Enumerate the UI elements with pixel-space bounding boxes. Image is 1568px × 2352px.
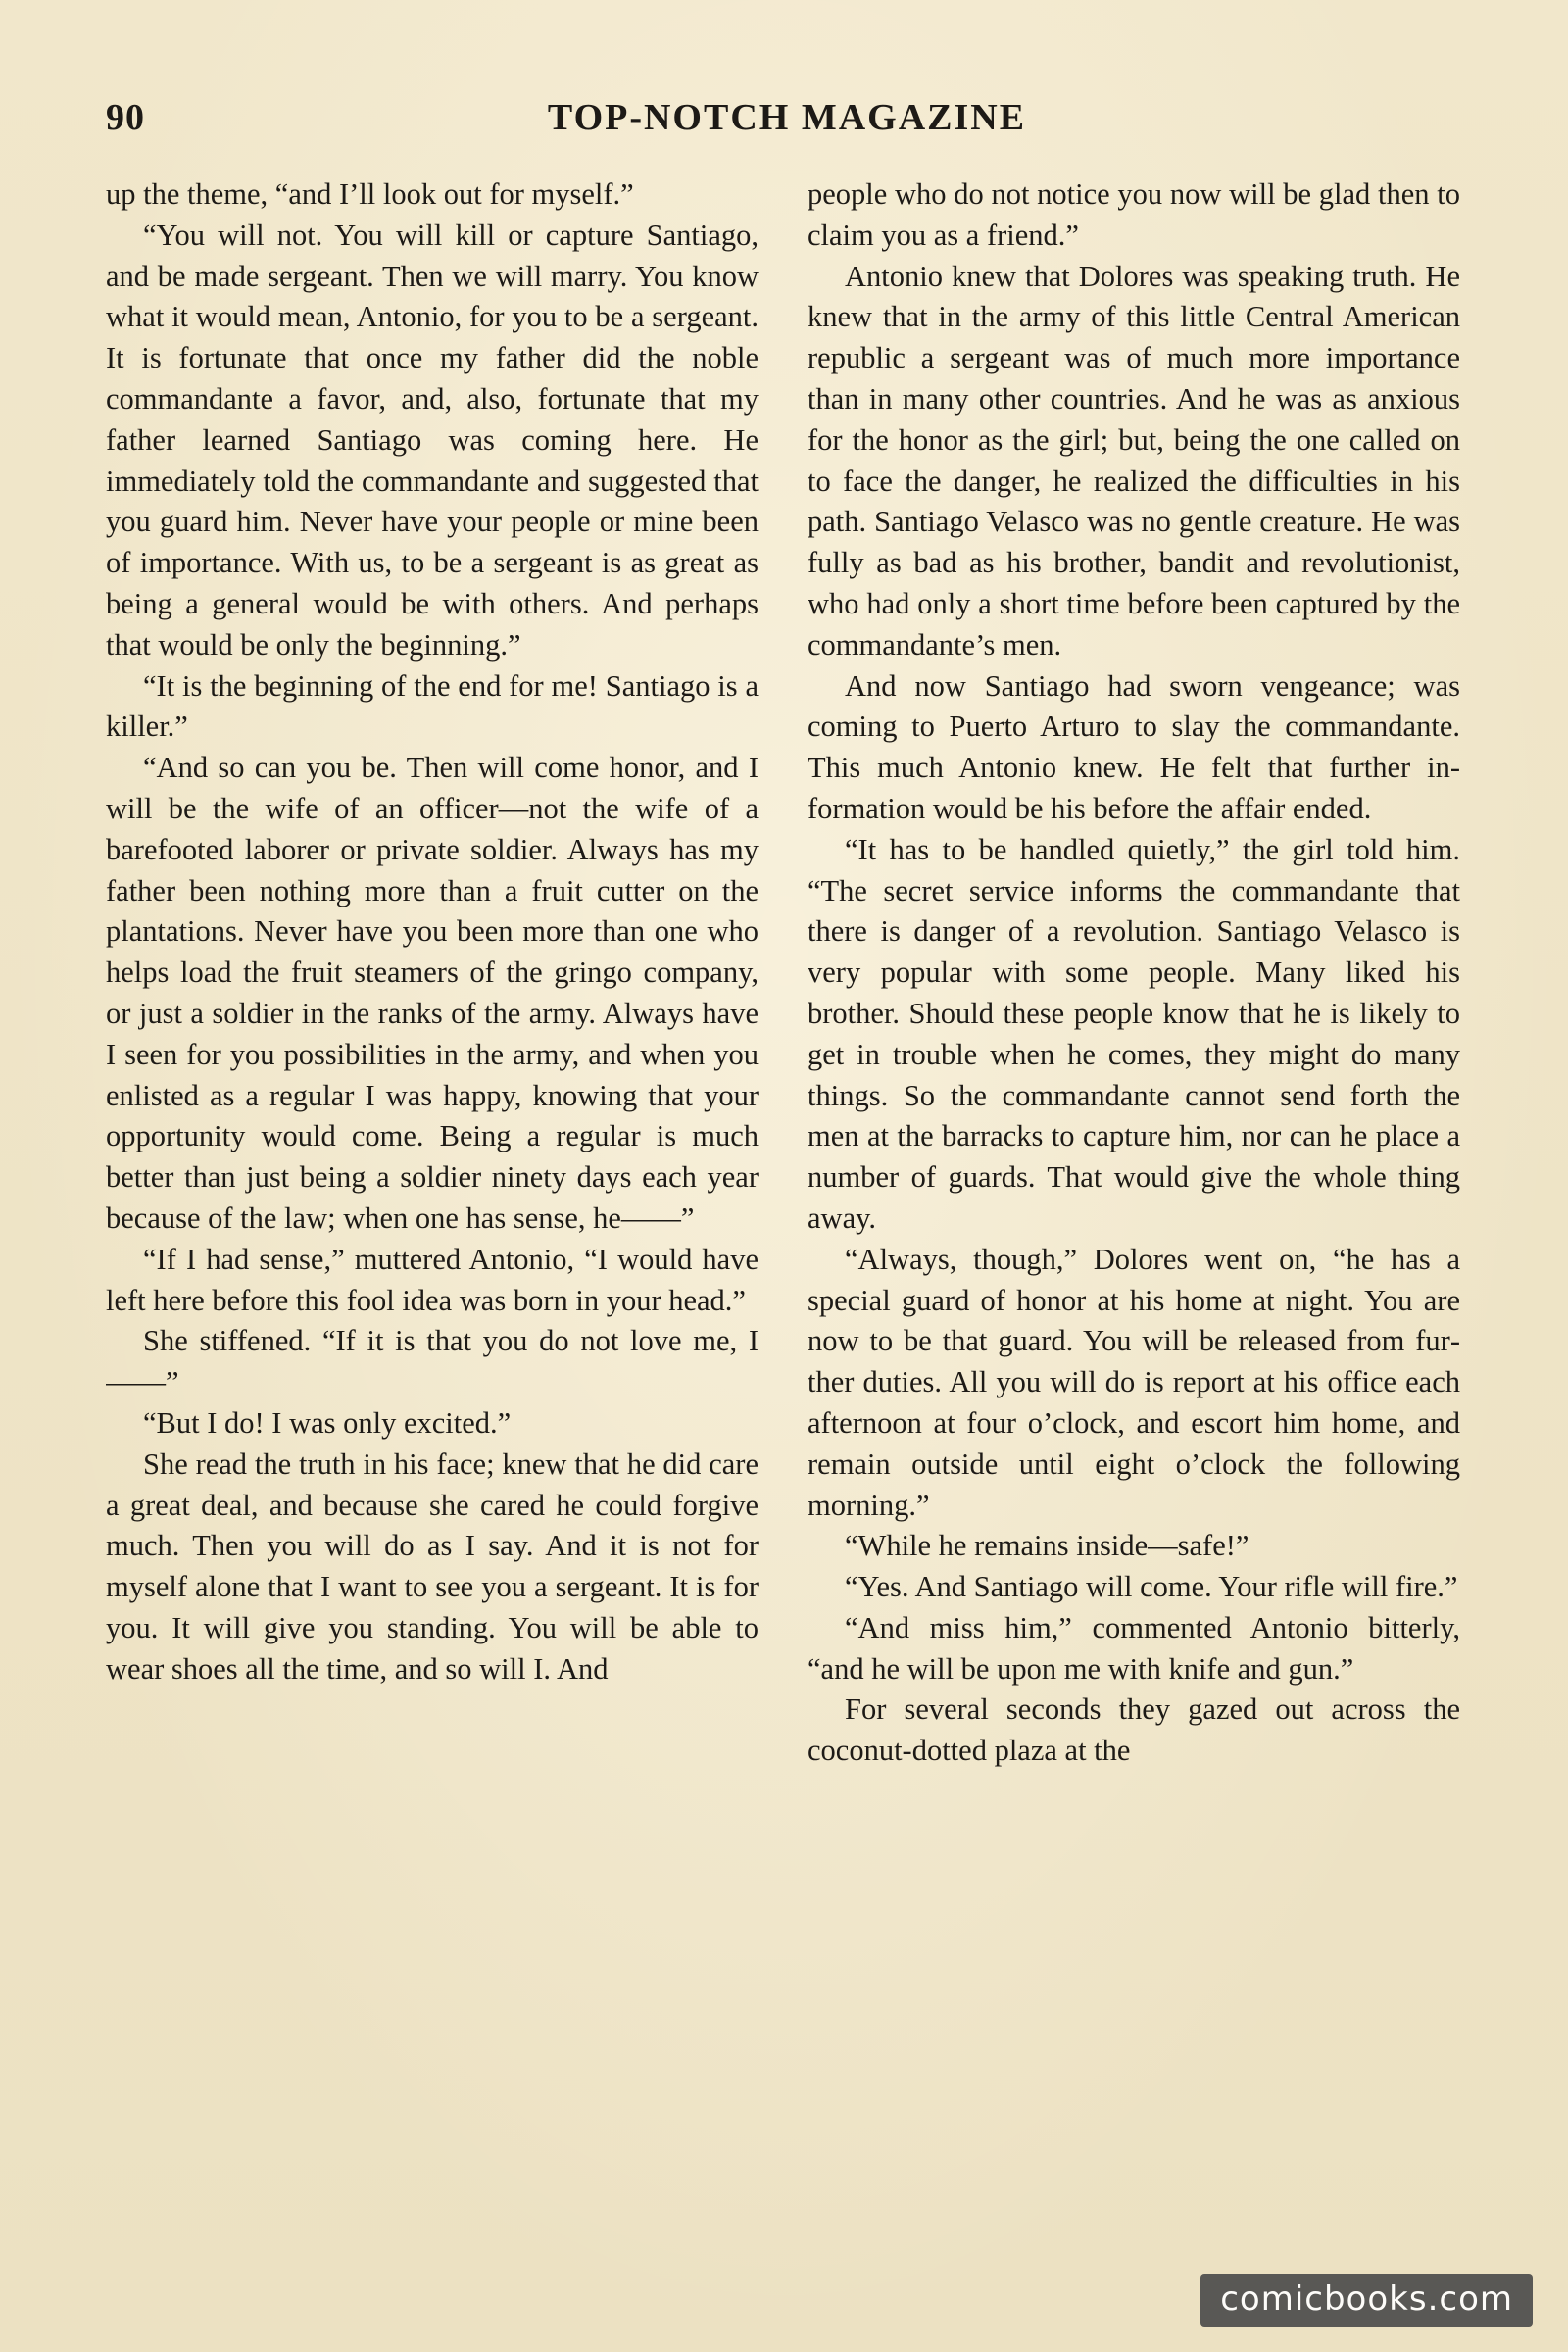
running-title: TOP-NOTCH MAGAZINE (547, 97, 1027, 138)
right-column (808, 174, 1460, 2242)
text-columns (106, 174, 1468, 2242)
paragraph: “And miss him,” commented Antonio bitterly, “and he will be upon me with knife and gun.” (808, 1610, 1460, 1686)
paragraph: “If I had sense,” muttered Antonio, “I would have left here before this fool idea was born in your head.” (106, 1242, 759, 1317)
page-number: 90 (106, 97, 145, 138)
paragraph: “But I do! I was only excited.” (143, 1405, 512, 1440)
paragraph: up the theme, “and I’ll look out for myself.” (106, 177, 634, 211)
paragraph: “While he remains inside—safe!” (845, 1529, 1250, 1563)
left-column (106, 174, 759, 2242)
paragraph: “Always, though,” Dolores went on, “he has a special guard of honor at his home at night. You are now to be that guard. You will be released from further duties. All you will do is report at his office each afternoon at four o’clock, and escort him home, and remain outside until eight o’clock the following morning.” (808, 1242, 1460, 1522)
paragraph: “And so can you be. Then will come honor, and I will be the wife of an officer—not the wife of a barefooted laborer or private soldier. Always has my father been nothing more than a fruit cutter on the plantations. Never have you been more than one who helps load the fruit steamers of the gringo company, or just a soldier in the ranks of the army. Always have I seen for you possibilities in the army, and when you enlisted as a regular I was happy, knowing that your opportunity would come. Being a regular is much better than just being a soldier ninety days each year because of the law; when one has sense, he——” (106, 751, 759, 1235)
paragraph: “You will not. You will kill or capture Santiago, and be made sergeant. Then we will marry. You know what it would mean, Antonio, for you to be a sergeant. It is fortunate that once my father did the noble commandante a favor, and, also, fortunate that my father learned Santiago was coming here. He immediately told the commandante and suggested that you guard him. Never have your people or mine been of importance. With us, to be a sergeant is as great as being a general would be with others. And perhaps that would be only the beginning.” (106, 218, 759, 662)
paragraph: And now Santiago had sworn vengeance; was coming to Puerto Arturo to slay the commandante. This much Antonio knew. He felt that further information would be his before the affair ended. (808, 668, 1460, 825)
page-header (106, 96, 1468, 145)
paragraph: For several seconds they gazed out across the coconut-dotted plaza at the (808, 1692, 1460, 1768)
paragraph: She stiffened. “If it is that you do not love me, I——” (106, 1324, 759, 1399)
paragraph: She read the truth in his face; knew that he did care a great deal, and because she cared he could forgive much. Then you will do as I say. And it is not for myself alone that I want to see you a sergeant. It is for you. It will give you standing. You will be able to wear shoes all the time, and so will I. And (106, 1446, 759, 1686)
paragraph: Antonio knew that Dolores was speaking truth. He knew that in the army of this little Central American republic a sergeant was of much more importance than in many other countries. And he was as anxious for the honor as the girl; but, being the one called on to face the danger, he realized the difficulties in his path. Santiago Velasco was no gentle creature. He was fully as bad as his brother, bandit and revolutionist, who had only a short time before been captured by the commandante’s men. (808, 259, 1460, 662)
paragraph: people who do not notice you now will be glad then to claim you as a friend.” (808, 177, 1460, 252)
paragraph: “Yes. And Santiago will come. Your rifle will fire.” (845, 1570, 1458, 1604)
watermark: comicbooks.com (1200, 2274, 1533, 2327)
paragraph: “It is the beginning of the end for me! Santiago is a killer.” (106, 668, 759, 744)
paragraph: “It has to be handled quietly,” the girl told him. “The secret service informs the commandante that there is danger of a revolution. Santiago Velasco is very popular with some people. Many liked his brother. Should these people know that he is likely to get in trouble when he comes, they might do many things. So the commandante cannot send forth the men at the barracks to capture him, nor can he place a number of guards. That would give the whole thing away. (808, 832, 1460, 1235)
